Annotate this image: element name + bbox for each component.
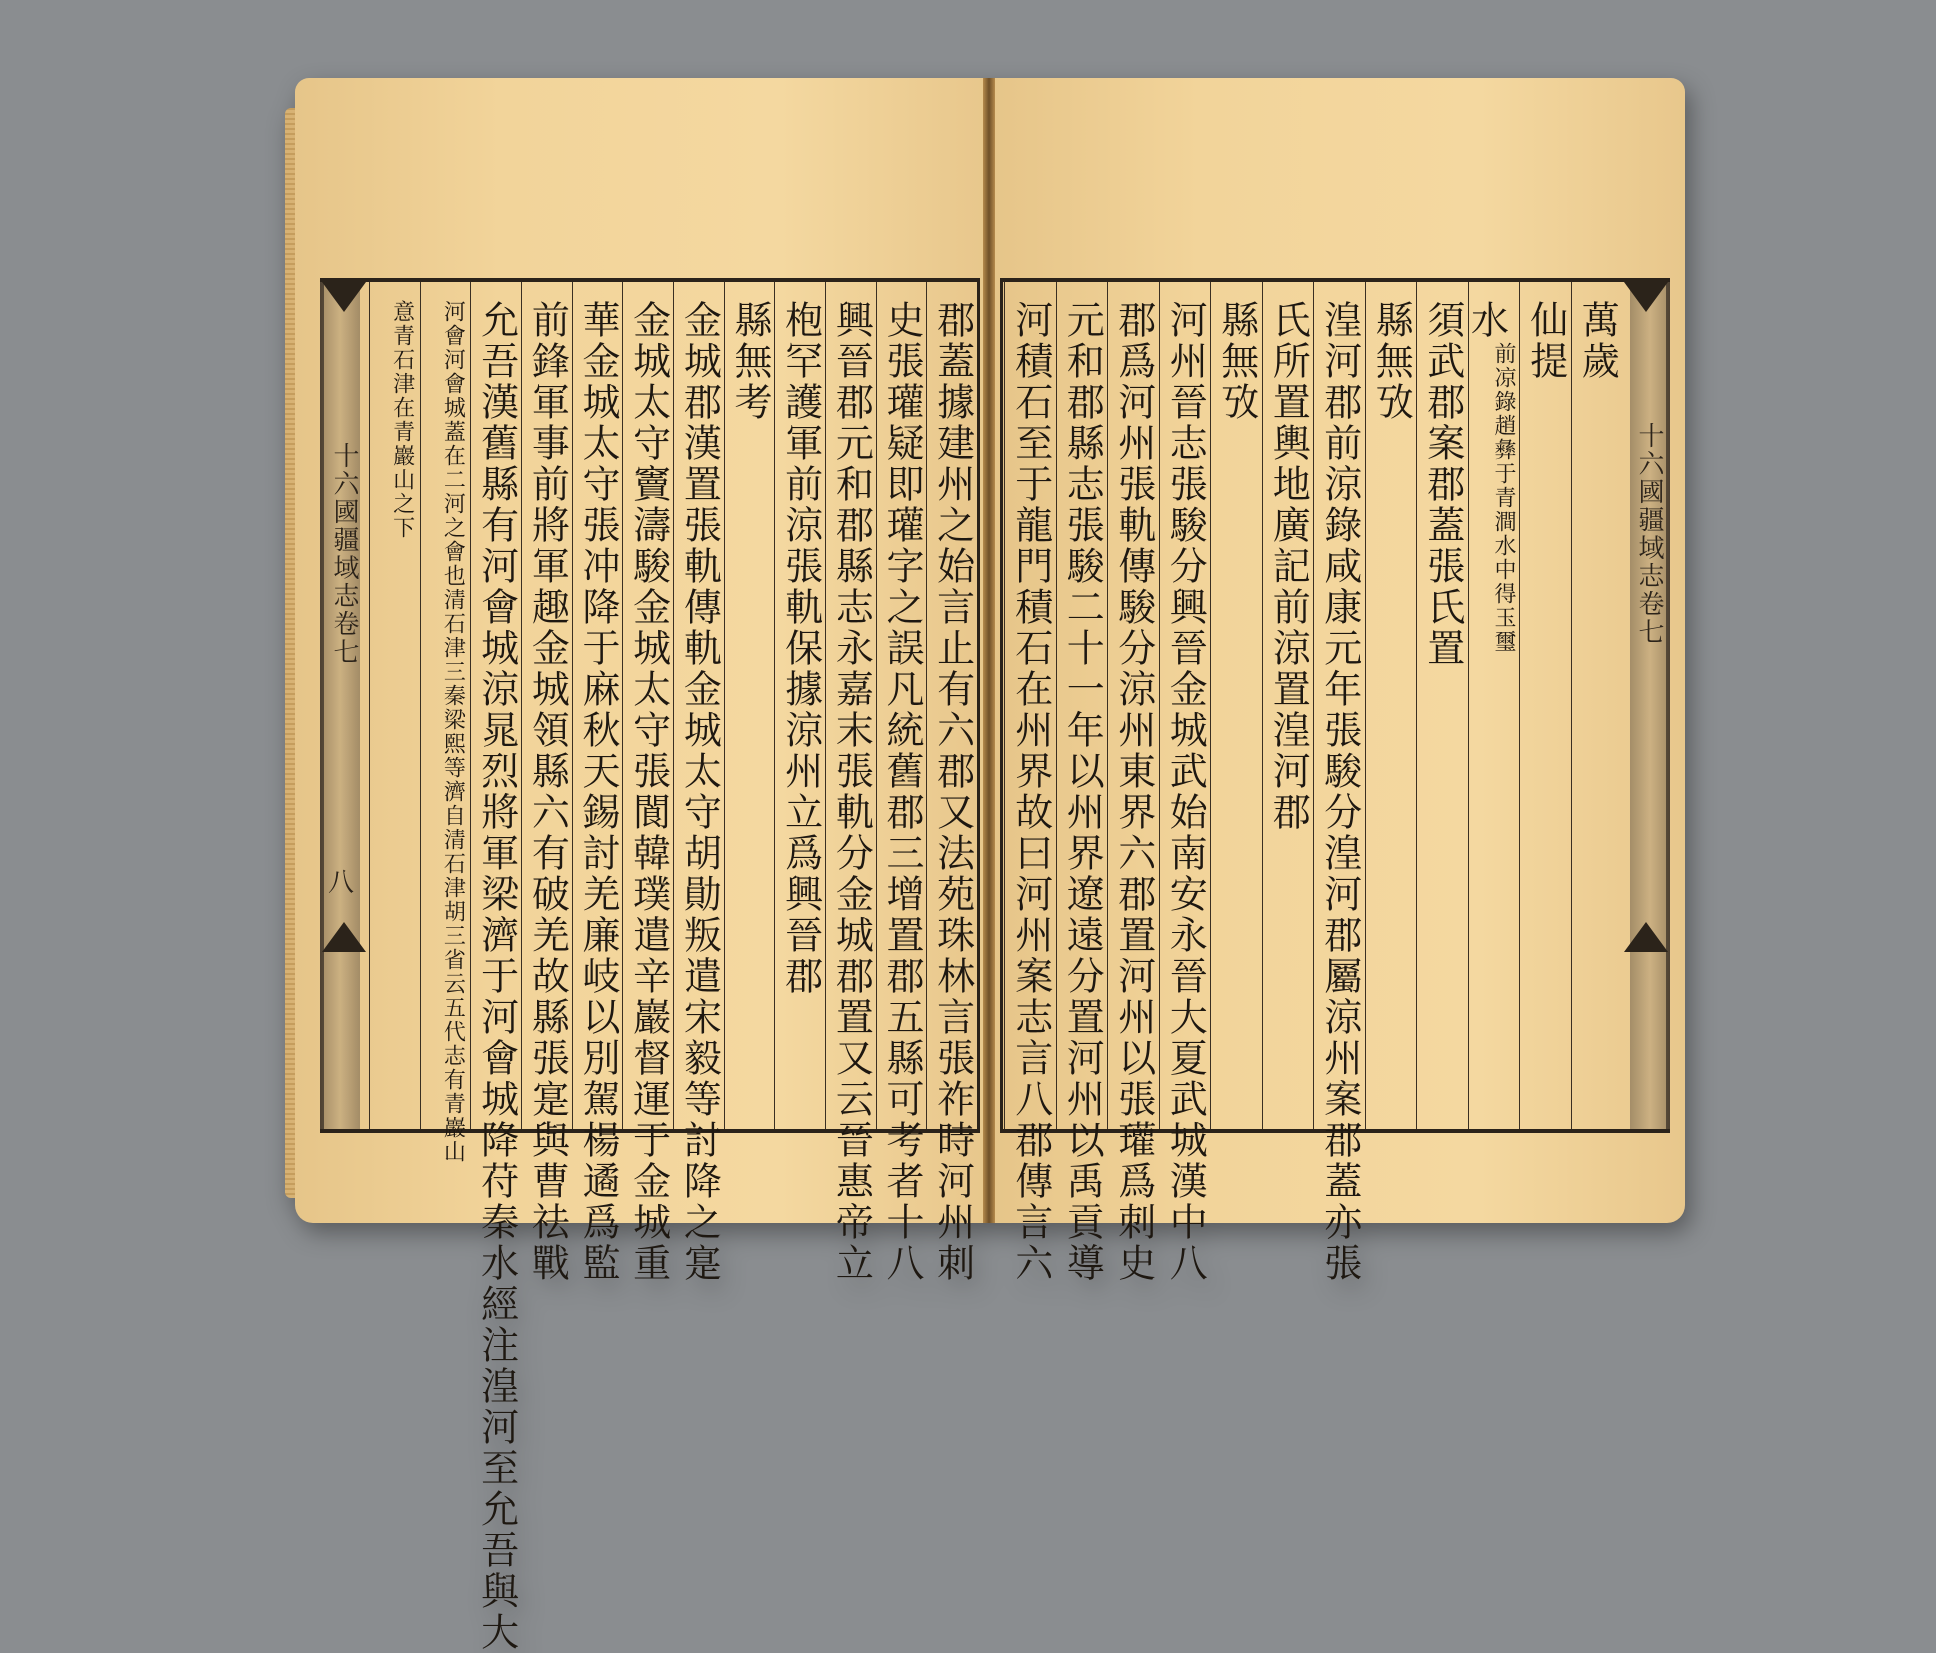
right-column (1107, 282, 1159, 1284)
open-book (295, 78, 1685, 1653)
right-column-text: 縣無攷 (1369, 300, 1414, 423)
left-column (521, 282, 572, 1284)
right-column (1571, 282, 1623, 1129)
left-column (876, 282, 927, 1284)
left-column-text: 史張瓘疑即瓘字之誤凡統舊郡三增置郡五縣可考者十八 (880, 300, 925, 1284)
left-column (825, 282, 876, 1284)
right-margin-band (1630, 282, 1670, 1129)
right-column (1159, 282, 1211, 1284)
left-column (622, 282, 673, 1284)
left-margin-title: 十六國疆域志卷七 (329, 442, 359, 666)
fishtail-bottom-mark (1624, 922, 1668, 952)
right-column-text: 湟河郡前涼錄咸康元年張駿分湟河郡屬涼州案郡蓋亦張 (1317, 300, 1362, 1284)
right-column-text: 仙提 (1523, 300, 1568, 382)
right-column (1519, 282, 1571, 1129)
left-column-text: 前鋒軍事前將軍趣金城領縣六有破羌故縣張寔與曹祛戰 (525, 300, 570, 1284)
right-column-text: 萬歲 (1575, 300, 1620, 382)
right-column (1365, 282, 1417, 1129)
right-column-text: 河積石至于龍門積石在州界故曰河州案志言八郡傳言六 (1008, 300, 1053, 1284)
right-margin-title: 十六國疆域志卷七 (1634, 422, 1664, 646)
left-column-text: 華金城太守張冲降于麻秋天錫討羌廉岐以別駕楊遹爲監 (576, 300, 621, 1284)
right-text-frame (1000, 278, 1670, 1284)
left-column-text: 允吾漢舊縣有河會城涼晁烈將軍梁濟于河會城降苻秦水經注湟河至允吾與大 (474, 300, 519, 1653)
left-column (926, 282, 977, 1284)
folio-number: 八 (328, 868, 355, 898)
left-column-text: 金城郡漢置張軌傳軌金城太守胡勛叛遣宋毅等討降之寔 (677, 300, 722, 1284)
right-column (1464, 282, 1520, 1129)
left-column-text: 意青石津在青巖山之下 (389, 300, 415, 540)
left-column-text: 枹罕護軍前涼張軌保據涼州立爲興晉郡 (778, 300, 823, 997)
fishtail-bottom-mark-left (322, 922, 366, 952)
book-spine (983, 78, 995, 1223)
left-margin-band (320, 282, 360, 1129)
right-column (1416, 282, 1468, 1129)
right-column (1004, 282, 1056, 1284)
left-text-frame (320, 278, 980, 1653)
right-column-text: 須武郡案郡蓋張氏置 (1420, 300, 1465, 669)
left-column (572, 282, 623, 1284)
right-column-note: 前凉錄趙彝于青澗水中得玉璽 (1491, 342, 1516, 654)
right-column (1056, 282, 1108, 1284)
left-column (369, 282, 420, 1129)
right-column-text: 水 (1464, 300, 1509, 341)
left-column-text: 縣無考 (728, 300, 773, 423)
left-column (420, 282, 471, 1164)
fishtail-top-mark-left (322, 282, 366, 312)
right-column (1313, 282, 1365, 1284)
left-column-text: 金城太守竇濤駿金城太守張閬韓璞遣辛巖督運于金城重 (626, 300, 671, 1284)
right-column-text: 郡爲河州張軌傳駿分涼州東界六郡置河州以張瓘爲刺史 (1111, 300, 1156, 1284)
left-column (470, 282, 521, 1653)
right-column-text: 縣無攷 (1214, 300, 1259, 423)
right-column (1262, 282, 1314, 1129)
left-column-text: 郡蓋據建州之始言止有六郡又法苑珠林言張祚時河州刺 (930, 300, 975, 1284)
fishtail-top-mark (1624, 282, 1668, 312)
right-column-text: 氏所置輿地廣記前涼置湟河郡 (1266, 300, 1311, 833)
right-column-text: 元和郡縣志張駿二十一年以州界遼遠分置河州以禹貢導 (1060, 300, 1105, 1284)
left-column (673, 282, 724, 1284)
left-column (724, 282, 775, 1129)
left-column-text: 興晉郡元和郡縣志永嘉末張軌分金城郡置又云晉惠帝立 (829, 300, 874, 1284)
right-column-text: 河州晉志張駿分興晉金城武始南安永晉大夏武城漢中八 (1163, 300, 1208, 1284)
left-column-text: 河會河會城蓋在二河之會也清石津三秦梁熙等濟自清石津胡三省云五代志有青巖山 (440, 300, 466, 1164)
right-column (1210, 282, 1262, 1129)
left-column (774, 282, 825, 1129)
